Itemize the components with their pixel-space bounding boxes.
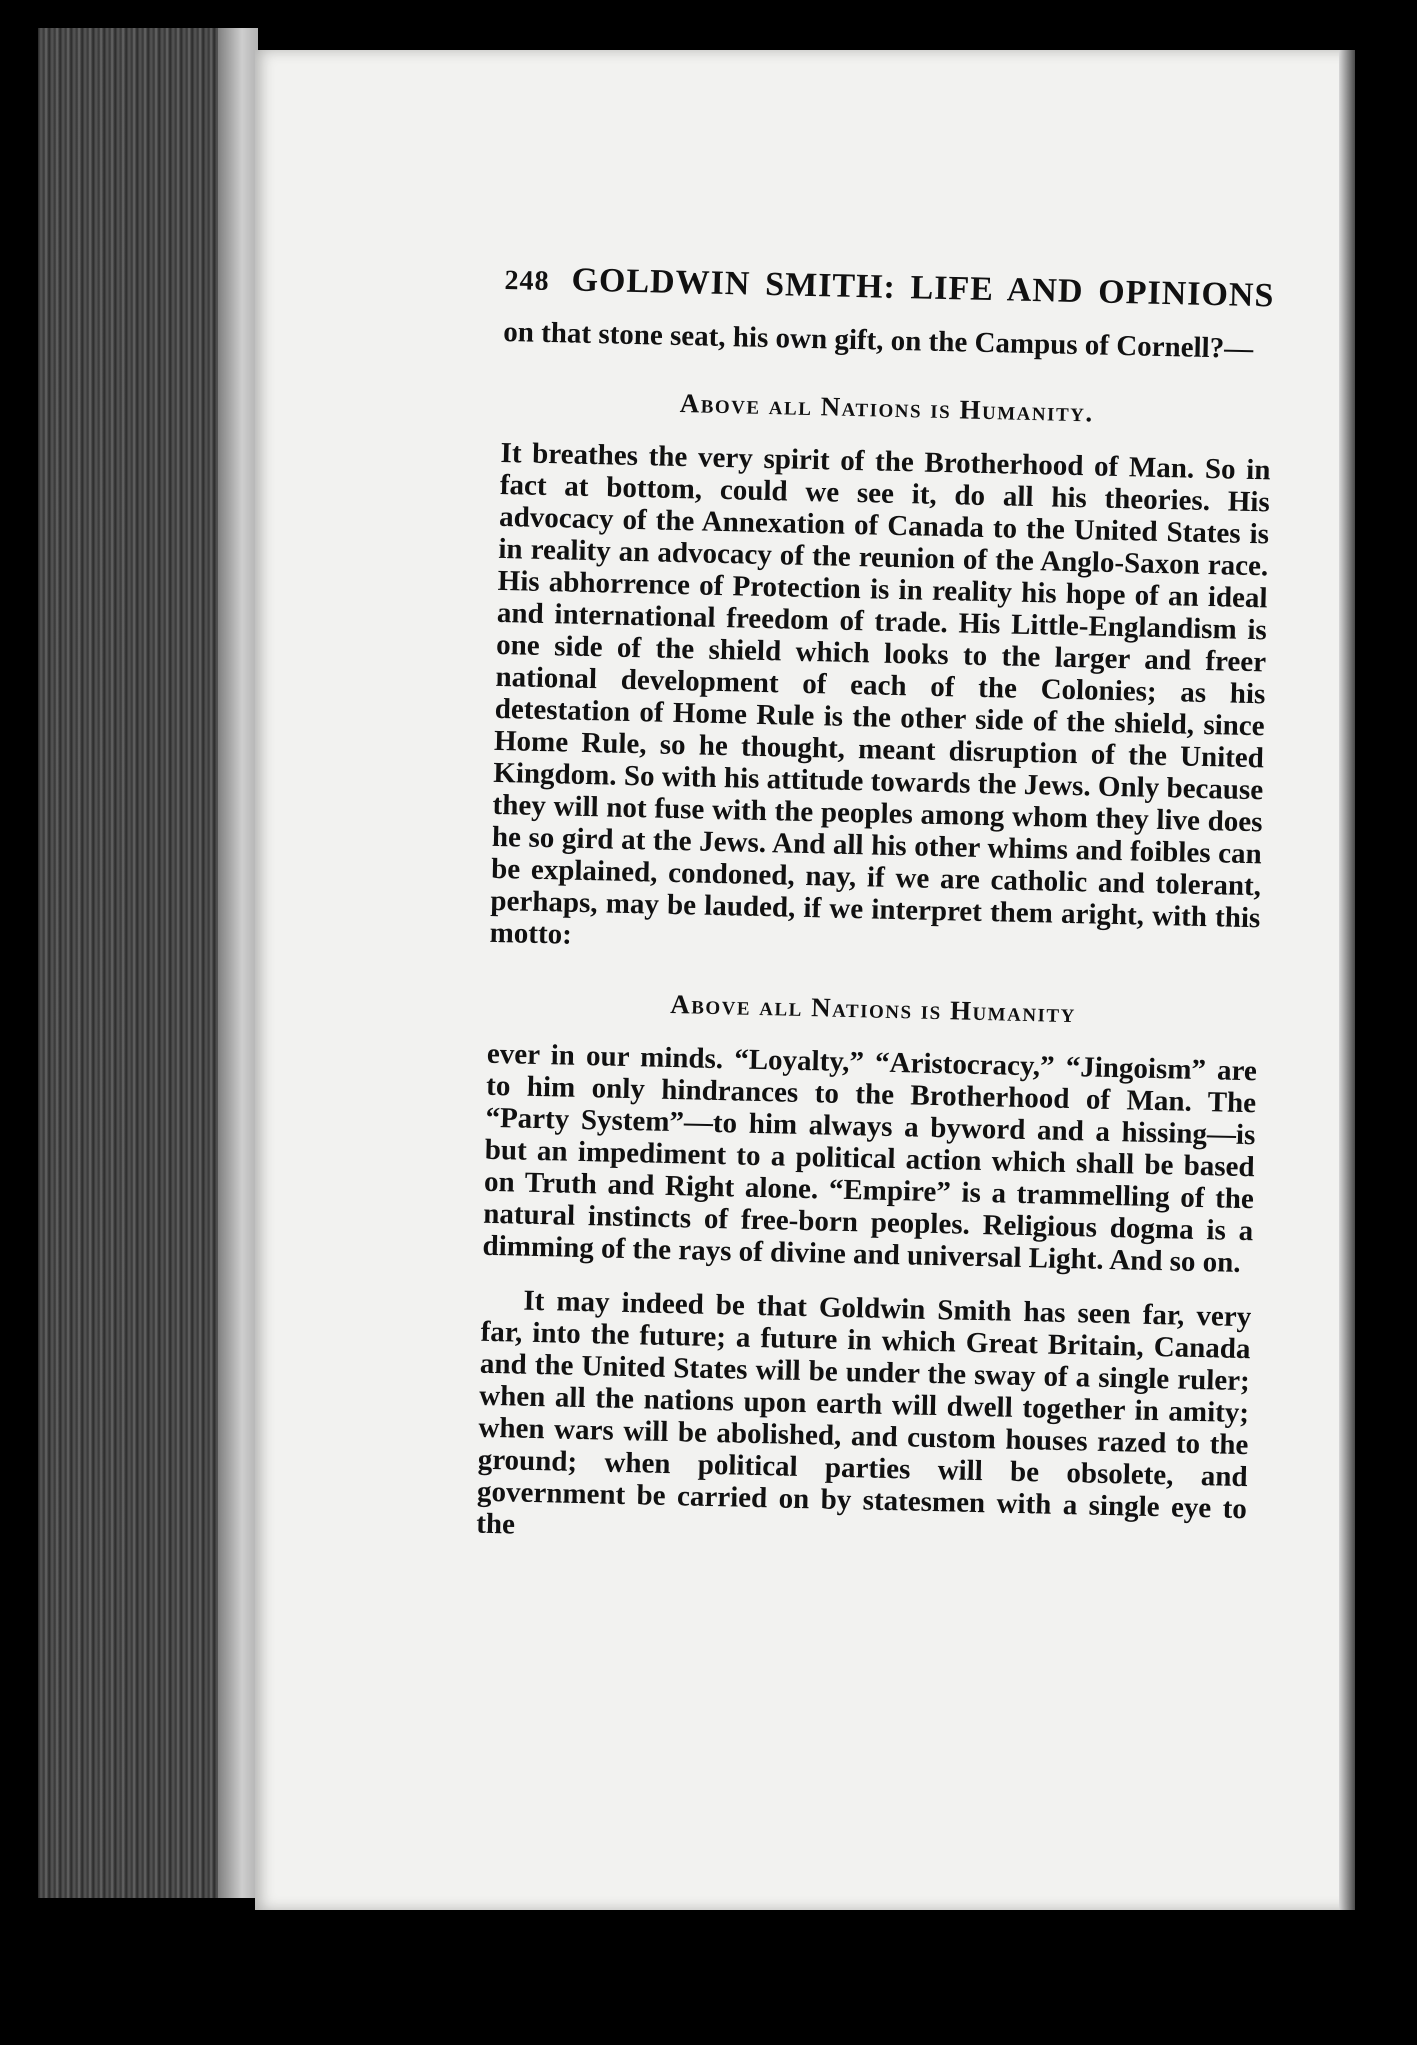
paragraph-4: It may indeed be that Goldwin Smith has seen far, very far, into the future; a future in which Great Britain, Canada and the United States will be under the sway of a single ruler; when all the nations upon earth will dwell together in amity; when wars will be abolished, and custom houses razed to the ground; when political parties will be obsolete, and government be carried on by statesmen with a single eye to the [475,1284,1252,1541]
paragraph-3: ever in our minds. “Loyalty,” “Aristocracy,” “Jingoism” are to him only hindrances to the Brotherhood of Man. The “Party System”—to him always a byword and a hissing—is but an impediment to a political action which shall be based on Truth and Right alone. “Empire” is a trammelling of the natural instincts of free-born peoples. Religious dogma is a dimming of the rays of divine and universal Light. And so on. [482,1037,1258,1279]
book-page-edge [38,28,258,1898]
running-head [504,260,1275,315]
paragraph-1: on that stone seat, his own gift, on the Campus of Cornell?— [503,315,1254,365]
book-page [255,50,1355,1910]
text-block [476,260,1275,1557]
paragraph-2: It breathes the very spirit of the Brotherhood of Man. So in fact at bottom, could we see it, do all his theories. His advocacy of the Annexation of Canada to the United States is in reality an advocacy of the reunion of the Anglo-Saxon race. His abhorrence of Protection is in reality his hope of an ideal and international freedom of trade. His Little-Englandism is one side of the shield which looks to the larger and freer national development of each of the Colonies; as his detestation of Home Rule is the other side of the shield, since Home Rule, so he thought, meant disruption of the United Kingdom. So with his attitude towards the Jews. Only because they will not fuse with the peoples among whom they live does he so gird at the Jews. And all his other whims and foibles can be explained, condoned, nay, if we are catholic and tolerant, perhaps, may be lauded, if we interpret them aright, with this motto: [489,436,1271,951]
page-number: 248 [504,264,550,298]
running-title: GOLDWIN SMITH: LIFE AND OPINIONS [571,261,1275,315]
motto-heading-2: Above all Nations is Humanity [669,988,1077,1029]
motto-heading-1: Above all Nations is Humanity. [679,388,1095,428]
